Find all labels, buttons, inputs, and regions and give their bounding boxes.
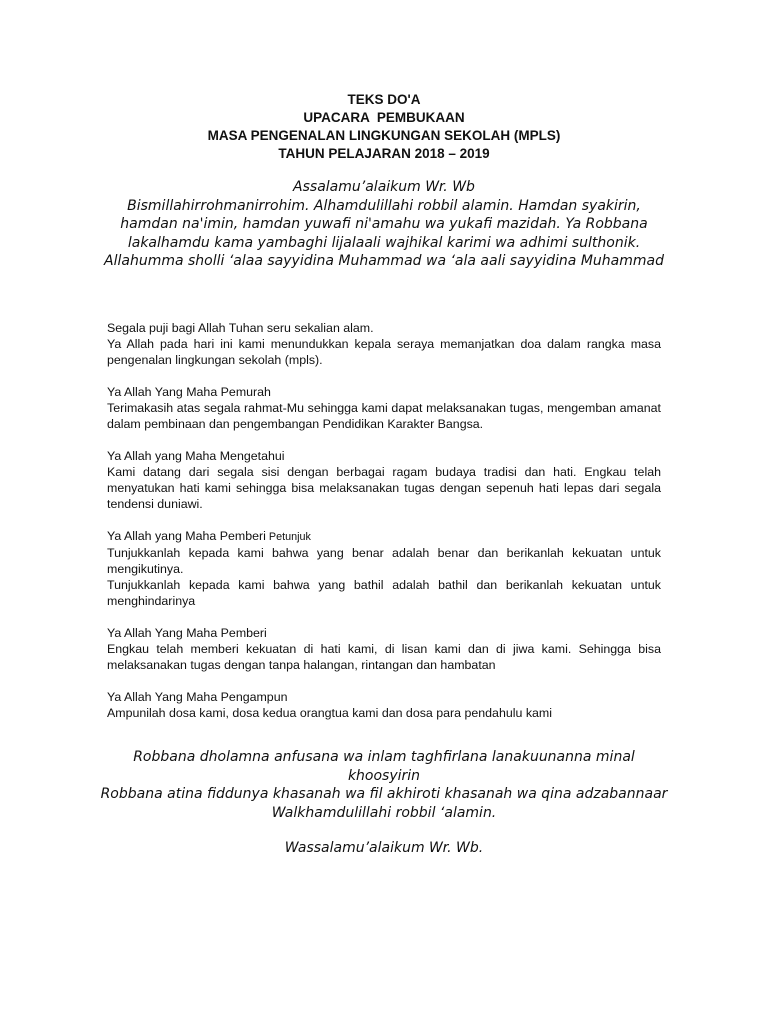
closing-robbana-2: Robbana atina fiddunya khasanah wa fil akhiroti khasanah wa qina adzabannaar	[100, 786, 668, 802]
opening-sholawat: Allahumma sholli ‘alaa sayyidina Muhammad wa ‘ala aali sayyidina Muhammad	[104, 253, 664, 269]
doc-subtitle-year: TAHUN PELAJARAN 2018 – 2019	[278, 146, 490, 161]
closing-salam: Wassalamu’alaikum Wr. Wb.	[284, 840, 484, 856]
intro-purpose: Ya Allah pada hari ini kami menundukkan kepala seraya memanjatkan doa dalam rangka masa pengenalan lingkungan sekolah (mpls).	[107, 337, 661, 367]
section-pemberi-heading: Ya Allah Yang Maha Pemberi	[107, 626, 267, 640]
opening-salam: Assalamu’alaikum Wr. Wb	[293, 179, 475, 195]
section-pengampun-text: Ampunilah dosa kami, dosa kedua orangtua kami dan dosa para pendahulu kami	[107, 706, 552, 720]
section-mengetahui-heading: Ya Allah yang Maha Mengetahui	[107, 449, 285, 463]
opening-section	[100, 178, 668, 271]
opening-bismillah: Bismillahirrohmanirrohim. Alhamdulillahi robbil alamin. Hamdan syakirin, hamdan na'imin, hamdan yuwafi ni'amahu wa yukafi mazidah. Ya Robbana lakalhamdu kama yambaghi lijalaali wajhikal karimi wa adhimi sulthonik.	[120, 197, 648, 251]
section-petunjuk-heading-small: Petunjuk	[265, 531, 311, 543]
title-block	[0, 91, 768, 163]
intro-praise: Segala puji bagi Allah Tuhan seru sekalian alam.	[107, 321, 374, 335]
section-pengampun-heading: Ya Allah Yang Maha Pengampun	[107, 690, 288, 704]
paragraph-gap	[107, 673, 661, 689]
section-pemurah-heading: Ya Allah Yang Maha Pemurah	[107, 385, 271, 399]
prayer-body	[107, 320, 661, 721]
section-petunjuk-heading-main: Ya Allah yang Maha Pemberi	[107, 529, 266, 543]
paragraph-gap	[107, 512, 661, 528]
doc-subtitle-ceremony: UPACARA PEMBUKAAN	[303, 110, 465, 125]
section-petunjuk-heading	[107, 528, 661, 545]
section-petunjuk-text-1: Tunjukkanlah kepada kami bahwa yang benar adalah benar dan berikanlah kekuatan untuk mengikutinya.	[107, 546, 661, 576]
closing-hamdalah: Walkhamdulillahi robbil ‘alamin.	[271, 804, 497, 821]
section-pemberi-text: Engkau telah memberi kekuatan di hati kami, di lisan kami dan di jiwa kami. Sehingga bisa melaksanakan tugas dengan tanpa halangan, rintangan dan hambatan	[107, 642, 661, 672]
paragraph-gap	[107, 609, 661, 625]
section-petunjuk-text-2: Tunjukkanlah kepada kami bahwa yang bathil adalah bathil dan berikanlah kekuatan untuk menghindarinya	[107, 578, 661, 608]
section-mengetahui-text: Kami datang dari segala sisi dengan berbagai ragam budaya tradisi dan hati. Engkau telah menyatukan hati kami sehingga bisa melaksanakan tugas dengan sepenuh hati lepas dari segala tendensi duniawi.	[107, 465, 661, 511]
closing-robbana-1: Robbana dholamna anfusana wa inlam taghfirlana lanakuunanna minal khoosyirin	[133, 749, 635, 784]
paragraph-gap	[107, 432, 661, 448]
doc-subtitle-mpls: MASA PENGENALAN LINGKUNGAN SEKOLAH (MPLS)	[207, 128, 561, 143]
closing-section	[100, 748, 668, 858]
section-pemurah-text: Terimakasih atas segala rahmat-Mu sehingga kami dapat melaksanakan tugas, mengemban amanat dalam pembinaan dan pengembangan Pendidikan Karakter Bangsa.	[107, 401, 661, 431]
paragraph-gap	[100, 822, 668, 839]
paragraph-gap	[107, 368, 661, 384]
doc-title: TEKS DO'A	[347, 92, 421, 107]
